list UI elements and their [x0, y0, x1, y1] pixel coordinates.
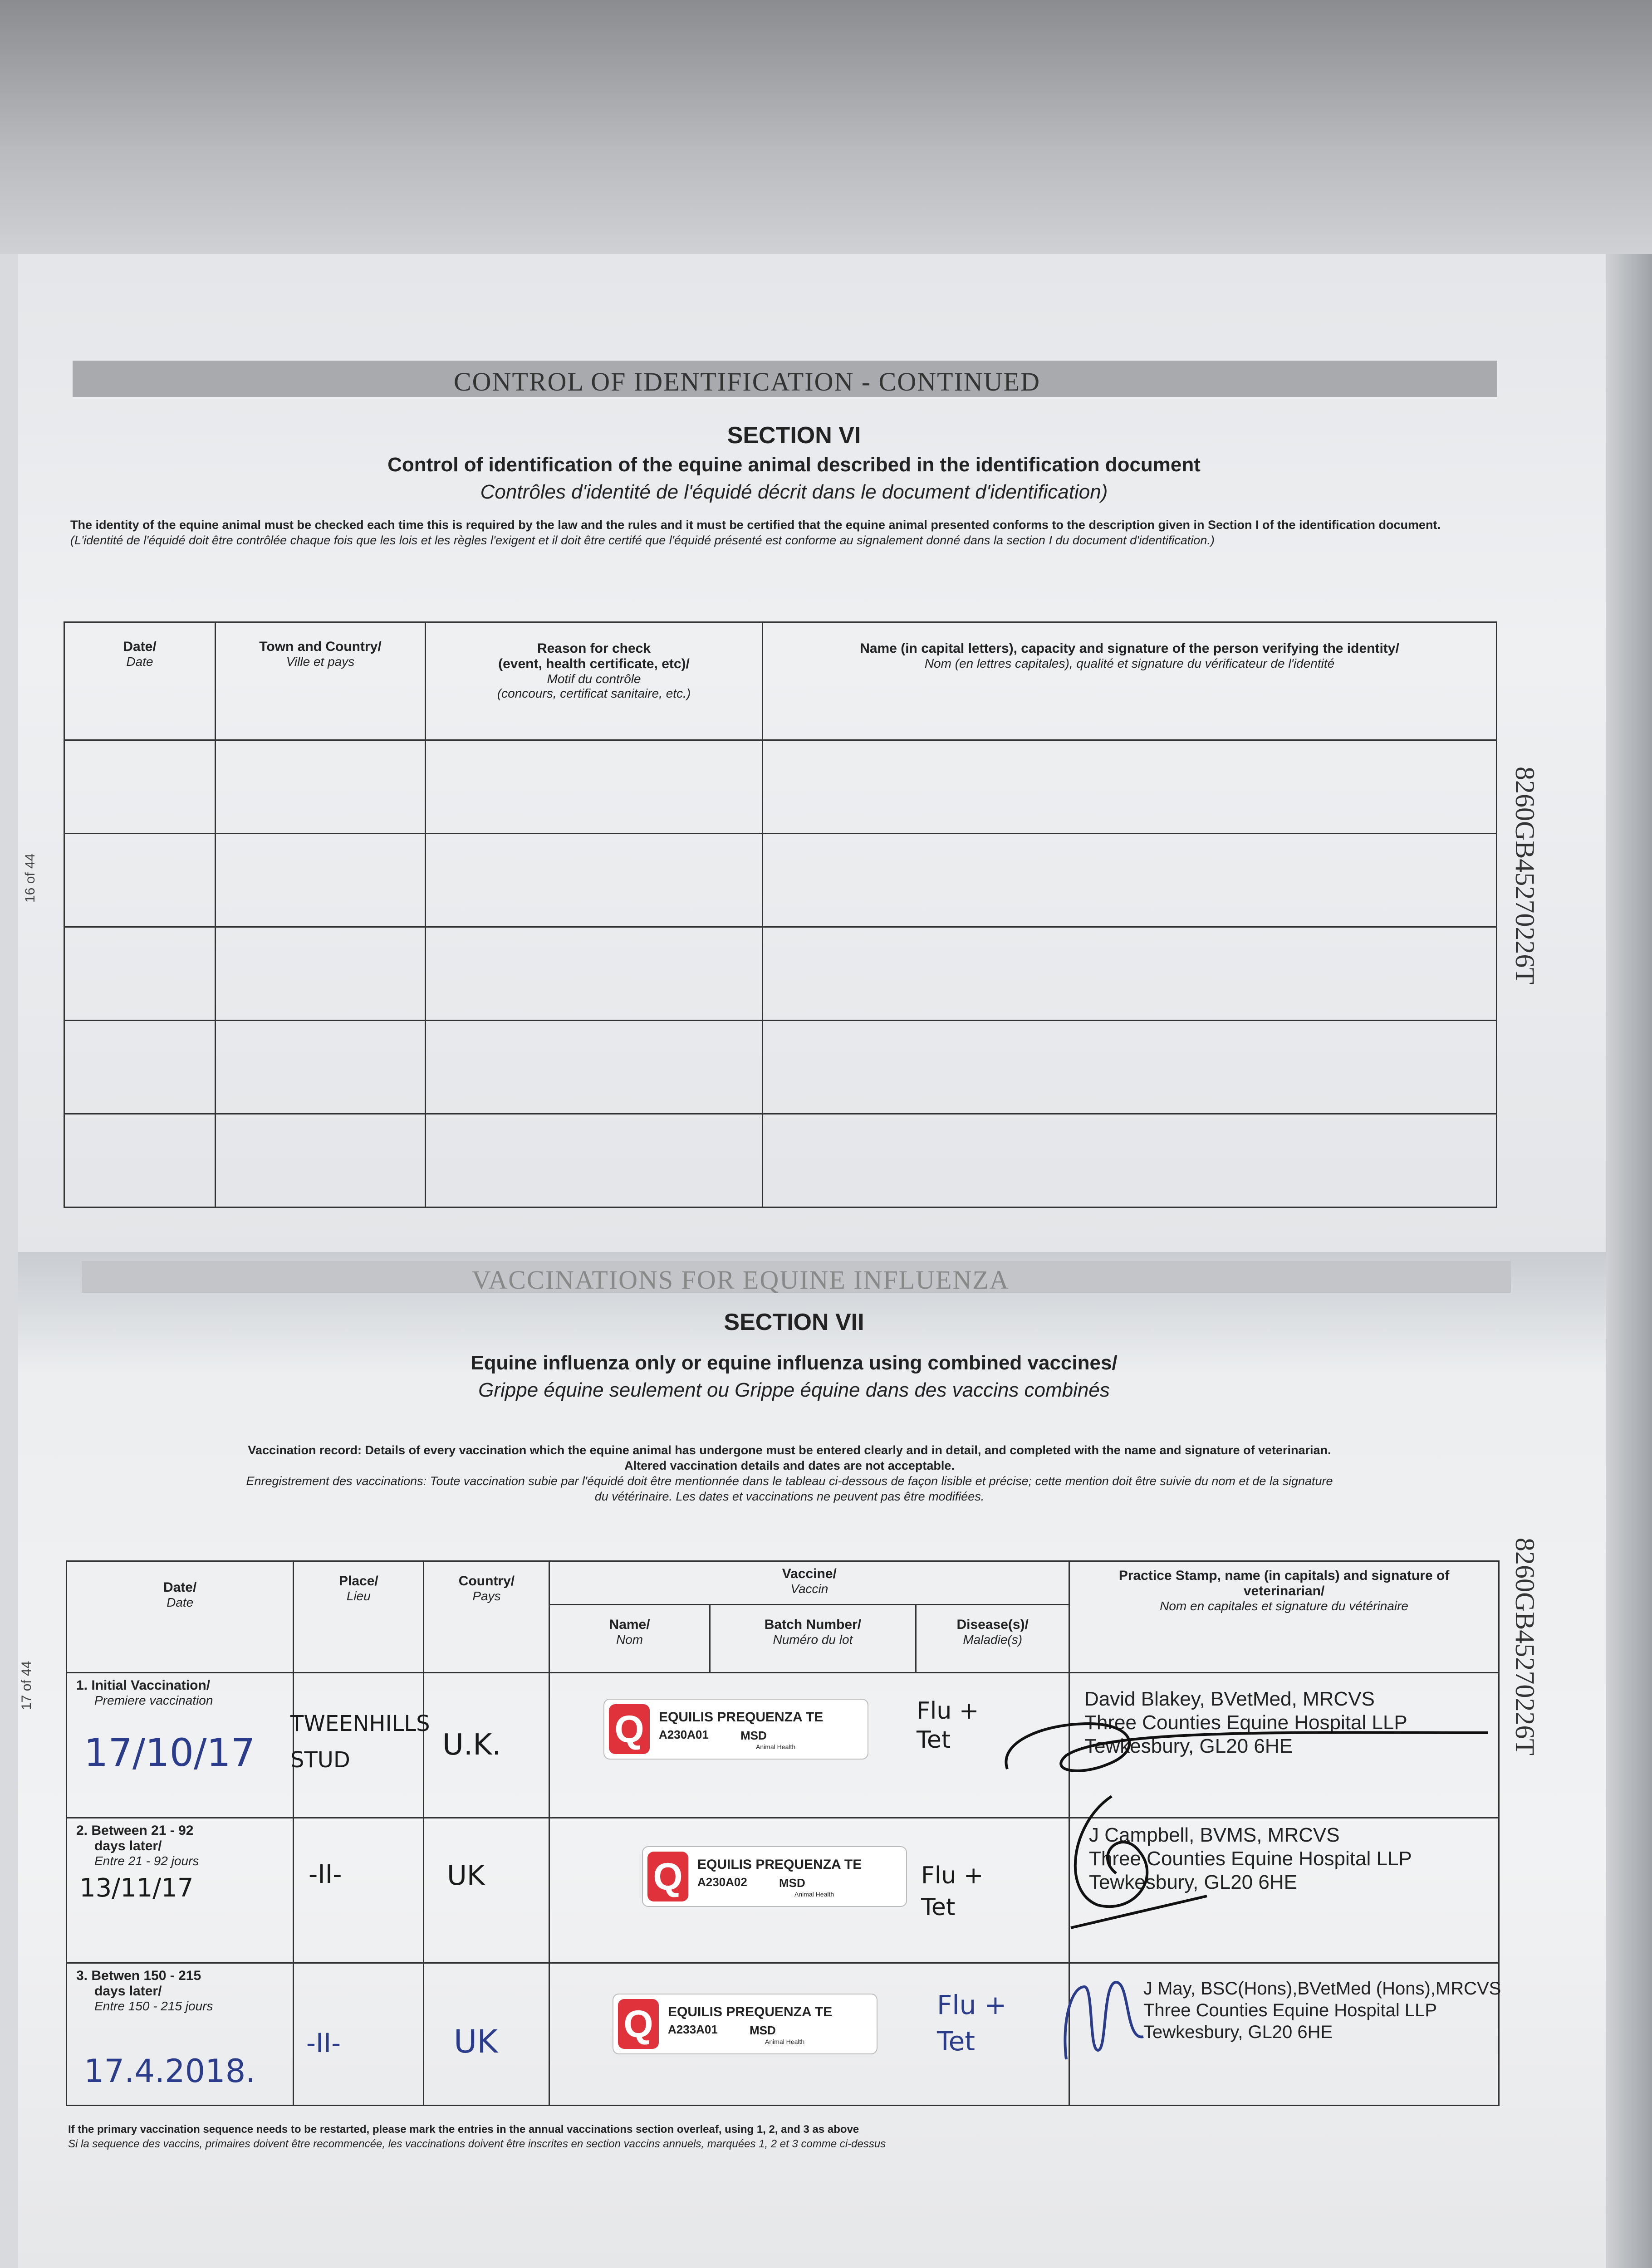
col-verifier: Name (in capital letters), capacity and signature of the person verifying the identity/ [860, 641, 1399, 656]
row2-batch: A230A02 [697, 1875, 747, 1889]
row3-signature [1057, 1969, 1148, 2068]
col-verifier-fr: Nom (en lettres capitales), qualité et signature du vérificateur de l'identité [924, 656, 1335, 670]
col-date: Date/ [123, 639, 157, 654]
record-en: Details of every vaccination which the equine animal has undergone must be entered clearly and in detail, and completed with the name and signature of veterinarian. [365, 1443, 1331, 1457]
section6-title: SECTION VI [727, 422, 861, 449]
footer-en: If the primary vaccination sequence needs to be restarted, please mark the entries in the annual vaccinations section overleaf, using 1, 2, and 3 as above [68, 2123, 859, 2136]
row3-disease: Flu + Tet [937, 1989, 1007, 2057]
row2-date: 13/11/17 [79, 1873, 194, 1903]
row3-country: UK [454, 2023, 498, 2060]
record-fr-label: Enregistrement des vaccinations: [246, 1474, 427, 1488]
row1-stamp-line2: Three Counties Equine Hospital LLP [1084, 1711, 1407, 1734]
row3-date: 17.4.2018. [84, 2053, 256, 2090]
section7-subtitle-en: Equine influenza only or equine influenza using combined vaccines/ [471, 1352, 1118, 1374]
section7-subtitle-fr: Grippe équine seulement ou Grippe équine dans des vaccins combinés [478, 1379, 1110, 1401]
row1-batch: A230A01 [659, 1728, 709, 1741]
row1-place: TWEENHILLS STUD [290, 1711, 430, 1773]
table-row [64, 740, 1497, 834]
row3-label: 3. Betwen 150 - 215 [76, 1968, 201, 1983]
row1-disease: Flu + Tet [917, 1697, 979, 1754]
row2-maker: MSD [779, 1876, 805, 1890]
row2-label-fr: Entre 21 - 92 jours [94, 1854, 199, 1868]
section6-intro-fr: (L'identité de l'équidé doit être contrôlée chaque fois que les lois et les règles l'exigent et il doit être certifé que l'équidé présenté est conforme au signalement donné dans la section I du document d'identification.) [70, 533, 1215, 547]
vaccination-record-text [75, 1442, 1504, 1504]
vaccine-logo: Q [647, 1852, 688, 1901]
col-date-fr: Date [126, 655, 153, 669]
col-vacc-date-fr: Date [167, 1595, 194, 1609]
row2-stamp-line3: Tewkesbury, GL20 6HE [1089, 1871, 1297, 1893]
row2-stamp-line1: J Campbell, BVMS, MRCVS [1089, 1824, 1340, 1846]
section7-header: VACCINATIONS FOR EQUINE INFLUENZA [472, 1265, 1010, 1295]
row2-label-2: days later/ [94, 1838, 162, 1853]
row2-signature [1044, 1787, 1270, 1937]
row1-signature [989, 1692, 1534, 1792]
row1-maker-sub: Animal Health [756, 1743, 796, 1750]
col-disease: Disease(s)/ [956, 1617, 1029, 1632]
col-vaccine: Vaccine/ [782, 1566, 837, 1581]
row2-vaccine-sticker [642, 1846, 907, 1907]
col-reason-fr-2: (concours, certificat sanitaire, etc.) [497, 686, 691, 700]
section7-title: SECTION VII [724, 1309, 864, 1335]
row1-country: U.K. [442, 1728, 501, 1762]
row3-vaccine-sticker [613, 1994, 877, 2054]
row2-vaccine-name: EQUILIS PREQUENZA TE [697, 1857, 862, 1872]
col-town-fr: Ville et pays [286, 655, 355, 669]
row2-place: -II- [309, 1860, 342, 1889]
col-reason: Reason for check [537, 641, 651, 656]
col-place: Place/ [339, 1574, 378, 1589]
col-country-fr: Pays [472, 1589, 501, 1603]
record-fr: Toute vaccination subie par l'équidé doit être mentionnée dans le tableau ci-dessous de façon lisible et précise; cette mention doit être suivie du nom et de la signature [430, 1474, 1333, 1488]
row3-stamp-line3: Tewkesbury, GL20 6HE [1143, 2022, 1333, 2042]
record-fr-2: du vétérinaire. Les dates et vaccinations ne peuvent pas être modifiées. [594, 1490, 985, 1503]
row3-stamp-line2: Three Counties Equine Hospital LLP [1143, 2000, 1437, 2020]
row1-label-fr: Premiere vaccination [94, 1693, 213, 1707]
passport-number-lower: 8260GB45270226T [1510, 1538, 1540, 1755]
row3-maker-sub: Animal Health [765, 2038, 805, 2045]
col-disease-fr: Maladie(s) [963, 1633, 1023, 1647]
vaccine-logo: Q [618, 1999, 659, 2049]
row1-label: 1. Initial Vaccination/ [76, 1678, 211, 1693]
page-number-upper: 16 of 44 [23, 853, 38, 903]
row2-country: UK [447, 1860, 485, 1892]
col-reason-2: (event, health certificate, etc)/ [498, 656, 690, 671]
scanner-shadow [0, 0, 1652, 254]
row2-maker-sub: Animal Health [794, 1891, 834, 1898]
table-row [64, 927, 1497, 1021]
table-row [64, 1021, 1497, 1114]
identification-table [64, 621, 1497, 1208]
row3-vet-stamp [1143, 1978, 1501, 2043]
col-stamp-fr: Nom en capitales et signature du vétérinaire [1160, 1599, 1408, 1613]
passport-number-upper: 8260GB45270226T [1510, 767, 1540, 984]
col-vacc-date: Date/ [163, 1580, 197, 1595]
row1-stamp-line1: David Blakey, BVetMed, MRCVS [1084, 1688, 1375, 1710]
col-batch: Batch Number/ [764, 1617, 862, 1632]
page-edge [1606, 254, 1652, 2268]
table-row [64, 834, 1497, 927]
table-row [64, 1114, 1497, 1207]
col-reason-fr: Motif du contrôle [547, 672, 641, 686]
col-vaccine-fr: Vaccin [790, 1582, 828, 1596]
row3-batch: A233A01 [668, 2023, 718, 2036]
row1-vaccine-name: EQUILIS PREQUENZA TE [659, 1710, 824, 1725]
section6-intro-en: The identity of the equine animal must be checked each time this is required by the law and the rules and it must be certified that the equine animal presented conforms to the description given in Section I of the identification document. [70, 518, 1441, 532]
section6-subtitle-fr: Contrôles d'identité de l'équidé décrit dans le document d'identification) [480, 481, 1108, 503]
row3-vaccine-name: EQUILIS PREQUENZA TE [668, 2004, 833, 2019]
row2-disease: Flu + Tet [921, 1862, 984, 1921]
row2-stamp-line2: Three Counties Equine Hospital LLP [1089, 1848, 1412, 1870]
col-vaccine-name: Name/ [609, 1617, 650, 1632]
footer-fr: Si la sequence des vaccins, primaires doivent être recommencée, les vaccinations doivent être inscrites en section vaccins annuels, marquées 1, 2 et 3 comme ci-dessus [68, 2138, 886, 2150]
row1-date: 17/10/17 [84, 1730, 255, 1775]
record-en-2: Altered vaccination details and dates are not acceptable. [624, 1459, 955, 1472]
section6-intro [70, 517, 1495, 548]
record-label: Vaccination record: [248, 1443, 362, 1457]
col-place-fr: Lieu [346, 1589, 371, 1603]
row3-maker: MSD [750, 2024, 776, 2037]
row3-stamp-line1: J May, BSC(Hons),BVetMed (Hons),MRCVS [1143, 1979, 1501, 1999]
col-vaccine-name-fr: Nom [616, 1633, 643, 1647]
col-batch-fr: Numéro du lot [773, 1633, 853, 1647]
col-stamp-2: veterinarian/ [1243, 1584, 1325, 1598]
page-number-lower: 17 of 44 [19, 1661, 34, 1710]
row1-vaccine-sticker [603, 1699, 868, 1760]
col-town: Town and Country/ [259, 639, 382, 654]
row1-stamp-line3: Tewkesbury, GL20 6HE [1084, 1735, 1293, 1757]
row3-place: -II- [306, 2028, 341, 2058]
vaccine-logo: Q [609, 1704, 650, 1754]
section6-header: CONTROL OF IDENTIFICATION - CONTINUED [454, 367, 1040, 396]
row1-maker: MSD [740, 1729, 767, 1742]
col-country: Country/ [458, 1574, 515, 1589]
col-stamp: Practice Stamp, name (in capitals) and signature of [1118, 1568, 1450, 1583]
row3-label-fr: Entre 150 - 215 jours [94, 1999, 213, 2013]
section6-subtitle-en: Control of identification of the equine animal described in the identification document [387, 454, 1201, 476]
row2-label: 2. Between 21 - 92 [76, 1823, 194, 1838]
row3-label-2: days later/ [94, 1984, 162, 1999]
